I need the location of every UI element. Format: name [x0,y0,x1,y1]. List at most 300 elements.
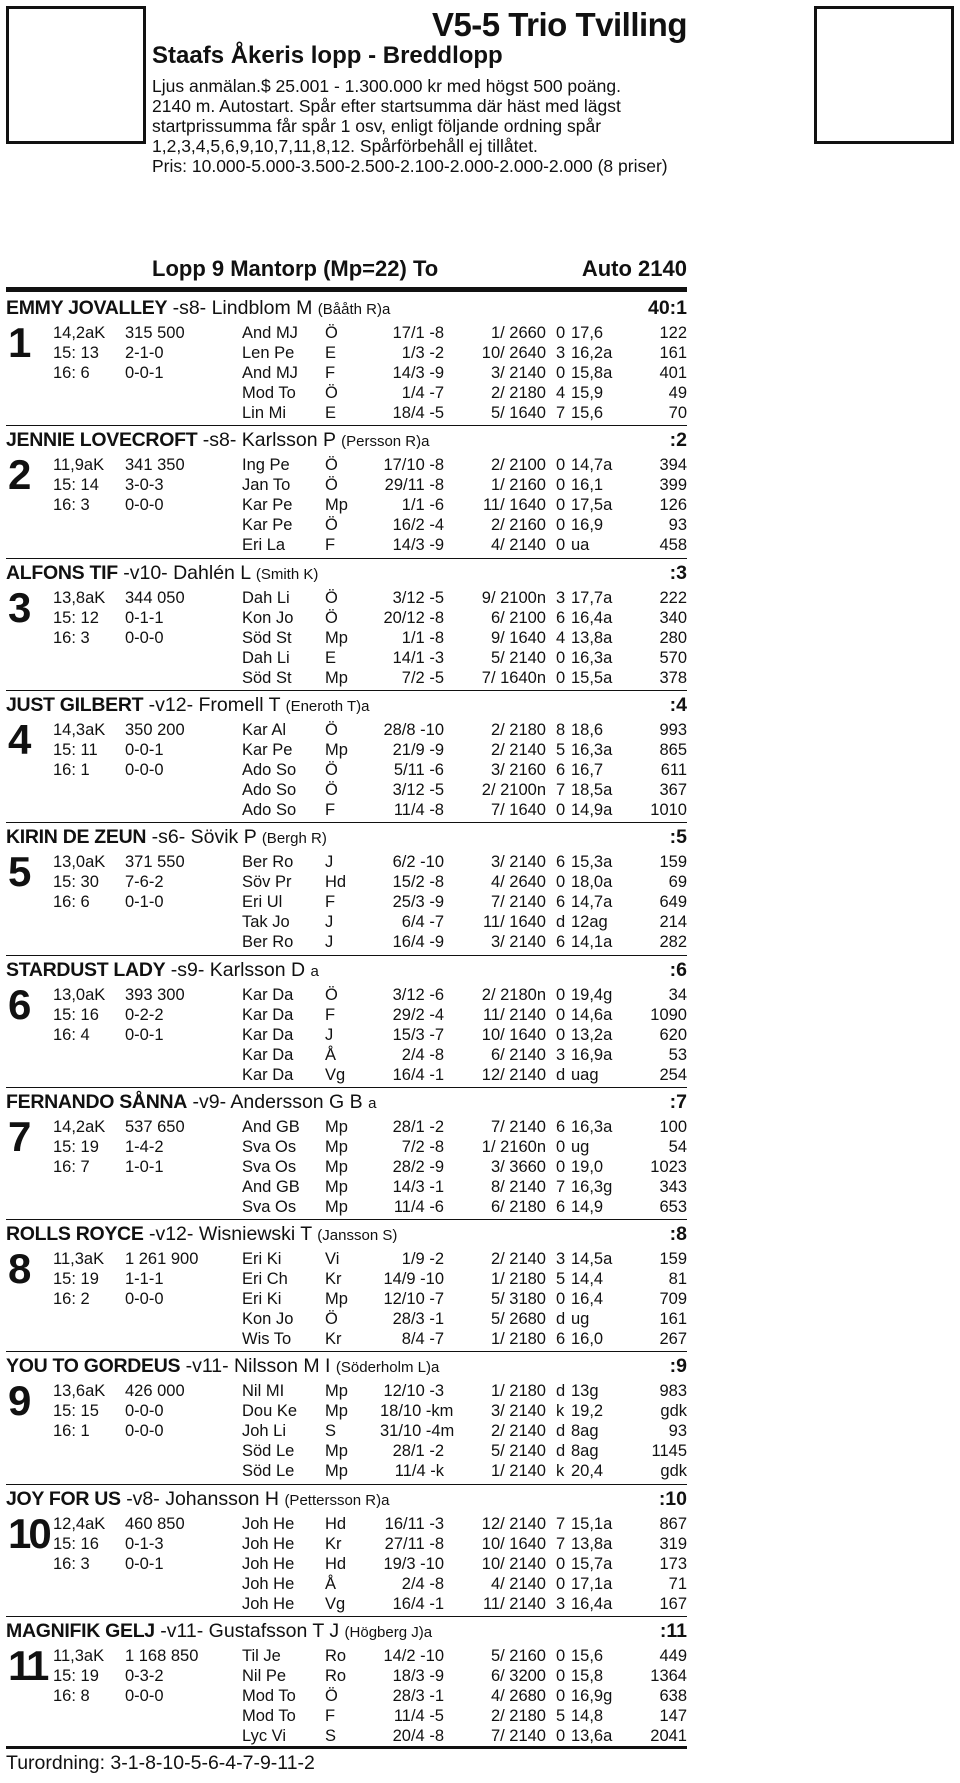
start-track: Ö [325,384,338,402]
start-odds: 319 [659,1535,687,1553]
horse-divider [6,1351,687,1352]
start-odds: 81 [668,1270,687,1288]
stat-label: 14,2aK [53,324,106,342]
start-driver: Dah Li [242,649,290,667]
start-number: 8 [8,1245,29,1292]
start-position-distance: 5/ 1640 [490,404,546,422]
start-time: 16,1 [571,476,604,494]
start-driver: Kar Al [242,721,287,739]
start-odds: 709 [659,1290,687,1308]
stat-value: 0-0-0 [125,1402,164,1420]
start-row [6,648,687,668]
horse-header-line [6,1223,687,1246]
start-row [6,535,687,555]
horse-name: JENNIE LOVECROFT [6,429,198,451]
start-time: 16,4a [571,1595,613,1613]
stat-value: 0-0-0 [125,1290,164,1308]
horse-entry [6,1091,687,1221]
start-time: 14,9a [571,801,613,819]
start-placing: 0 [556,1290,566,1308]
start-track: F [325,536,336,554]
start-track: E [325,404,337,422]
stat-label: 15: 19 [53,1667,99,1685]
stat-label: 15: 14 [53,476,99,494]
odds: :10 [658,1488,687,1510]
start-odds: 638 [659,1687,687,1705]
start-odds: 1010 [650,801,687,819]
start-placing: 0 [556,324,566,342]
start-track: J [325,853,334,871]
start-row [6,760,687,780]
start-track: Ö [325,1310,338,1328]
stat-value: 1 168 850 [125,1647,199,1665]
start-track: Kr [325,1330,342,1348]
start-track: F [325,1707,336,1725]
start-row [6,1269,687,1289]
horse-name: FERNANDO SÅNNA [6,1091,188,1113]
stat-label: 16: 2 [53,1290,90,1308]
start-position-distance: 6/ 2180 [490,1198,546,1216]
start-track: Ö [325,324,338,342]
horse-divider [6,1219,687,1220]
trainer-info: a [310,963,319,980]
horse-entry [6,562,687,692]
start-driver: Mod To [242,384,296,402]
horse-entry [6,1355,687,1485]
start-placing: 0 [556,1687,566,1705]
start-row [6,1726,687,1746]
start-track: Kr [325,1535,342,1553]
start-position-distance: 2/ 2100 [490,456,546,474]
stat-value: 3-0-3 [125,476,164,494]
start-placing: 6 [556,1118,566,1136]
start-driver: Ber Ro [242,933,294,951]
horse-header-line [6,826,687,849]
start-position-distance: 3/ 2160 [490,761,546,779]
horse-header-line [6,562,687,585]
start-odds: 1364 [650,1667,687,1685]
start-date: 11/4 -8 [393,801,444,819]
horse-entry [6,959,687,1089]
start-time: uag [571,1066,599,1084]
start-track: J [325,933,334,951]
start-row [6,1249,687,1269]
start-time: 17,6 [571,324,604,342]
start-odds: 282 [659,933,687,951]
horse-entry [6,1223,687,1353]
stat-label: 15: 16 [53,1006,99,1024]
start-row [6,1045,687,1065]
start-date: 19/3 -10 [383,1555,444,1573]
start-date: 28/1 -2 [392,1442,444,1460]
start-row [6,1289,687,1309]
stat-value: 0-1-3 [125,1535,164,1553]
start-driver: Lin Mi [242,404,287,422]
stat-label: 11,9aK [53,456,105,474]
start-odds: 620 [659,1026,687,1044]
start-position-distance: 1/ 2160 [490,476,546,494]
start-position-distance: 2/ 2100n [481,781,546,799]
start-time: 19,0 [571,1158,604,1176]
stat-label: 16: 4 [53,1026,90,1044]
start-time: 18,6 [571,721,604,739]
start-row [6,912,687,932]
start-odds: 343 [659,1178,687,1196]
start-odds: 147 [659,1707,687,1725]
horse-header-line [6,694,687,717]
start-position-distance: 5/ 2140 [490,1442,546,1460]
start-position-distance: 3/ 2140 [490,1402,546,1420]
start-position-distance: 5/ 2160 [490,1647,546,1665]
start-driver: Kar Da [242,1046,294,1064]
start-position-distance: 9/ 2100n [481,589,546,607]
stat-value: 344 050 [125,589,185,607]
start-placing: 7 [556,1515,566,1533]
start-placing: 7 [556,404,566,422]
stat-value: 1 261 900 [125,1250,199,1268]
start-driver: Ado So [242,761,297,779]
start-odds: 1145 [651,1442,687,1460]
stat-label: 16: 1 [53,1422,90,1440]
odds: :2 [669,429,687,451]
start-time: 15,9 [571,384,604,402]
start-row [6,343,687,363]
start-placing: 6 [556,893,566,911]
start-time: 12ag [571,913,608,931]
stat-label: 13,0aK [53,853,106,871]
header-rule [6,287,687,292]
start-track: Mp [325,741,348,759]
start-placing: 0 [556,1555,566,1573]
start-odds: 53 [668,1046,687,1064]
start-driver: Kar Da [242,1006,294,1024]
stat-value: 1-0-1 [125,1158,164,1176]
driver-info: -s6- Sövik P [151,826,257,848]
start-track: Mp [325,629,348,647]
start-row [6,608,687,628]
start-placing: 0 [556,669,566,687]
stat-value: 0-0-1 [125,364,164,382]
start-time: ug [571,1138,590,1156]
trainer-info: (Högberg J)a [344,1624,433,1641]
start-placing: 3 [556,1250,566,1268]
horse-name: JUST GILBERT [6,694,144,716]
start-time: 16,7 [571,761,604,779]
start-position-distance: 2/ 2140 [490,741,546,759]
stat-label: 13,8aK [53,589,106,607]
start-odds: 161 [659,1310,687,1328]
start-odds: 69 [668,873,687,891]
start-row [6,1514,687,1534]
start-driver: Kon Jo [242,1310,294,1328]
start-position-distance: 7/ 2140 [490,1727,546,1745]
stat-value: 0-0-1 [125,1026,164,1044]
start-odds: 993 [659,721,687,739]
start-date: 12/10 -7 [383,1290,444,1308]
driver-info: -v11- Gustafsson T J [160,1620,340,1642]
start-date: 28/3 -1 [392,1310,444,1328]
start-odds: 280 [659,629,687,647]
start-position-distance: 2/ 2180 [490,384,546,402]
start-track: Mp [325,1402,348,1420]
start-odds: 2041 [650,1727,687,1745]
start-placing: 0 [556,801,566,819]
start-time: 16,9g [571,1687,613,1705]
start-date: 14/2 -10 [383,1647,444,1665]
start-track: E [325,649,337,667]
start-row [6,1177,687,1197]
start-position-distance: 1/ 2180 [490,1330,546,1348]
driver-info: -s8- Lindblom M [172,297,313,319]
horse-entry [6,1488,687,1618]
start-row [6,495,687,515]
start-track: Ö [325,986,338,1004]
start-driver: Kar Pe [242,516,293,534]
start-placing: 5 [556,1270,566,1288]
start-odds: 100 [659,1118,687,1136]
start-placing: k [556,1462,565,1480]
stat-value: 1-4-2 [125,1138,164,1156]
start-track: Mp [325,1462,348,1480]
start-time: 17,5a [571,496,613,514]
start-time: 16,9a [571,1046,613,1064]
start-track: Mp [325,1198,348,1216]
start-placing: 4 [556,629,566,647]
start-date: 3/12 -6 [392,986,444,1004]
start-time: 15,8 [571,1667,604,1685]
start-time: 8ag [571,1442,599,1460]
horse-divider [6,690,687,691]
start-row [6,668,687,688]
right-empty-box [814,6,954,144]
start-date: 29/2 -4 [392,1006,444,1024]
start-row [6,800,687,820]
start-date: 11/4 -k [394,1462,444,1480]
start-odds: 1023 [650,1158,687,1176]
start-date: 1/1 -8 [401,629,444,647]
start-date: 17/1 -8 [392,324,444,342]
start-number: 11 [8,1642,47,1689]
start-placing: 0 [556,1647,566,1665]
stat-value: 0-0-1 [125,1555,164,1573]
start-track: Mp [325,1158,348,1176]
start-odds: 54 [668,1138,687,1156]
start-number: 9 [8,1377,29,1424]
stat-value: 0-1-1 [125,609,164,627]
start-position-distance: 3/ 2140 [490,933,546,951]
start-placing: d [556,1422,566,1440]
start-row [6,892,687,912]
start-track: Mp [325,1382,348,1400]
start-row [6,872,687,892]
horse-entry [6,826,687,956]
stat-label: 15: 11 [53,741,98,759]
start-row [6,475,687,495]
start-driver: Sva Os [242,1198,297,1216]
start-position-distance: 2/ 2180 [490,1707,546,1725]
start-row [6,455,687,475]
start-odds: 611 [660,761,687,779]
start-driver: Söd Le [242,1462,295,1480]
start-row [6,1706,687,1726]
stat-label: 15: 30 [53,873,99,891]
start-driver: Nil Pe [242,1667,287,1685]
start-time: 15,6 [571,404,604,422]
start-date: 21/9 -9 [392,741,444,759]
start-position-distance: 2/ 2180n [481,986,546,1004]
start-date: 31/10 -4m [380,1422,455,1440]
stat-value: 0-3-2 [125,1667,164,1685]
start-driver: Eri Ki [242,1250,282,1268]
start-odds: 401 [659,364,687,382]
odds: :5 [669,826,687,848]
start-position-distance: 10/ 1640 [481,1535,546,1553]
stat-label: 13,0aK [53,986,106,1004]
driver-info: -s8- Karlsson P [202,429,336,451]
start-track: Mp [325,1290,348,1308]
horse-divider [6,425,687,426]
driver-info: -v8- Johansson H [126,1488,280,1510]
horse-name: ALFONS TIF [6,562,118,584]
start-position-distance: 11/ 2140 [482,1595,546,1613]
start-date: 14/3 -1 [392,1178,444,1196]
start-row [6,1137,687,1157]
start-track: Hd [325,1515,347,1533]
start-driver: Söv Pr [242,873,292,891]
start-time: 19,2 [571,1402,604,1420]
start-driver: Sva Os [242,1158,297,1176]
start-position-distance: 11/ 1640 [482,913,546,931]
start-placing: d [556,913,566,931]
start-driver: And GB [242,1178,300,1196]
start-row [6,1005,687,1025]
start-position-distance: 8/ 2140 [490,1178,546,1196]
start-date: 11/4 -5 [393,1707,444,1725]
stat-value: 0-0-0 [125,629,164,647]
start-track: J [325,1026,334,1044]
start-time: 15,6 [571,1647,604,1665]
start-track: Ö [325,721,338,739]
odds: :11 [659,1620,687,1642]
start-placing: 3 [556,589,566,607]
stat-label: 16: 7 [53,1158,90,1176]
start-time: 16,4 [571,1290,604,1308]
start-row [6,403,687,423]
stat-value: 350 200 [125,721,185,739]
start-date: 25/3 -9 [392,893,444,911]
start-distance: Auto 2140 [581,256,687,281]
start-row [6,363,687,383]
start-time: 14,7a [571,893,613,911]
trainer-info: (Bergh R) [261,830,327,847]
start-date: 28/8 -10 [383,721,444,739]
odds: 40:1 [647,297,687,319]
start-row [6,720,687,740]
start-placing: 0 [556,1575,566,1593]
start-row [6,1666,687,1686]
driver-info: -v9- Andersson G B [192,1091,363,1113]
start-date: 18/10 -km [380,1402,454,1420]
start-date: 28/3 -1 [392,1687,444,1705]
horse-header-line [6,1091,687,1114]
start-driver: Kon Jo [242,609,294,627]
stat-value: 341 350 [125,456,185,474]
start-position-distance: 2/ 2180 [490,721,546,739]
start-time: 16,3g [571,1178,613,1196]
start-track: Ö [325,781,338,799]
start-driver: Joh He [242,1515,295,1533]
start-placing: 0 [556,1138,566,1156]
start-placing: 0 [556,516,566,534]
start-placing: 6 [556,1198,566,1216]
start-driver: Kar Pe [242,496,293,514]
start-odds: 649 [659,893,687,911]
horse-name: EMMY JOVALLEY [6,297,168,319]
start-date: 8/4 -7 [401,1330,444,1348]
start-track: F [325,893,336,911]
start-placing: 6 [556,761,566,779]
start-date: 20/12 -8 [383,609,444,627]
start-driver: Eri Ch [242,1270,288,1288]
start-odds: 570 [659,649,687,667]
stat-label: 15: 15 [53,1402,99,1420]
start-time: 19,4g [571,986,613,1004]
start-date: 29/11 -8 [384,476,444,494]
trainer-info: a [368,1095,377,1112]
start-placing: 6 [556,933,566,951]
stat-value: 1-1-1 [125,1270,164,1288]
start-placing: 7 [556,1535,566,1553]
start-placing: d [556,1066,566,1084]
start-placing: 0 [556,1727,566,1745]
stat-value: 0-0-0 [125,1687,164,1705]
start-driver: Eri Ki [242,1290,282,1308]
start-odds: 222 [659,589,687,607]
start-driver: Mod To [242,1707,296,1725]
start-odds: gdk [660,1462,687,1480]
horse-divider [6,955,687,956]
start-position-distance: 1/ 2660 [490,324,546,342]
start-row [6,1309,687,1329]
odds: :9 [669,1355,687,1377]
start-track: Mp [325,1442,348,1460]
stat-label: 15: 13 [53,344,99,362]
stat-label: 15: 12 [53,609,99,627]
stat-label: 15: 16 [53,1535,99,1553]
start-row [6,1401,687,1421]
start-time: 14,5a [571,1250,613,1268]
start-driver: Mod To [242,1687,296,1705]
start-time: 14,4 [571,1270,604,1288]
stat-value: 0-1-0 [125,893,164,911]
start-position-distance: 5/ 2680 [490,1310,546,1328]
trainer-info: (Jansson S) [317,1227,398,1244]
start-position-distance: 1/ 2180 [490,1270,546,1288]
start-date: 20/4 -8 [392,1727,444,1745]
start-date: 16/4 -9 [392,933,444,951]
start-track: Vg [325,1066,346,1084]
start-row [6,383,687,403]
start-driver: Joh He [242,1595,295,1613]
start-odds: 865 [659,741,687,759]
start-time: 14,9 [571,1198,604,1216]
start-odds: 173 [659,1555,687,1573]
stat-label: 16: 3 [53,496,90,514]
start-date: 12/10 -3 [383,1382,444,1400]
start-placing: 3 [556,1046,566,1064]
start-odds: 122 [659,324,687,342]
start-odds: 159 [659,853,687,871]
